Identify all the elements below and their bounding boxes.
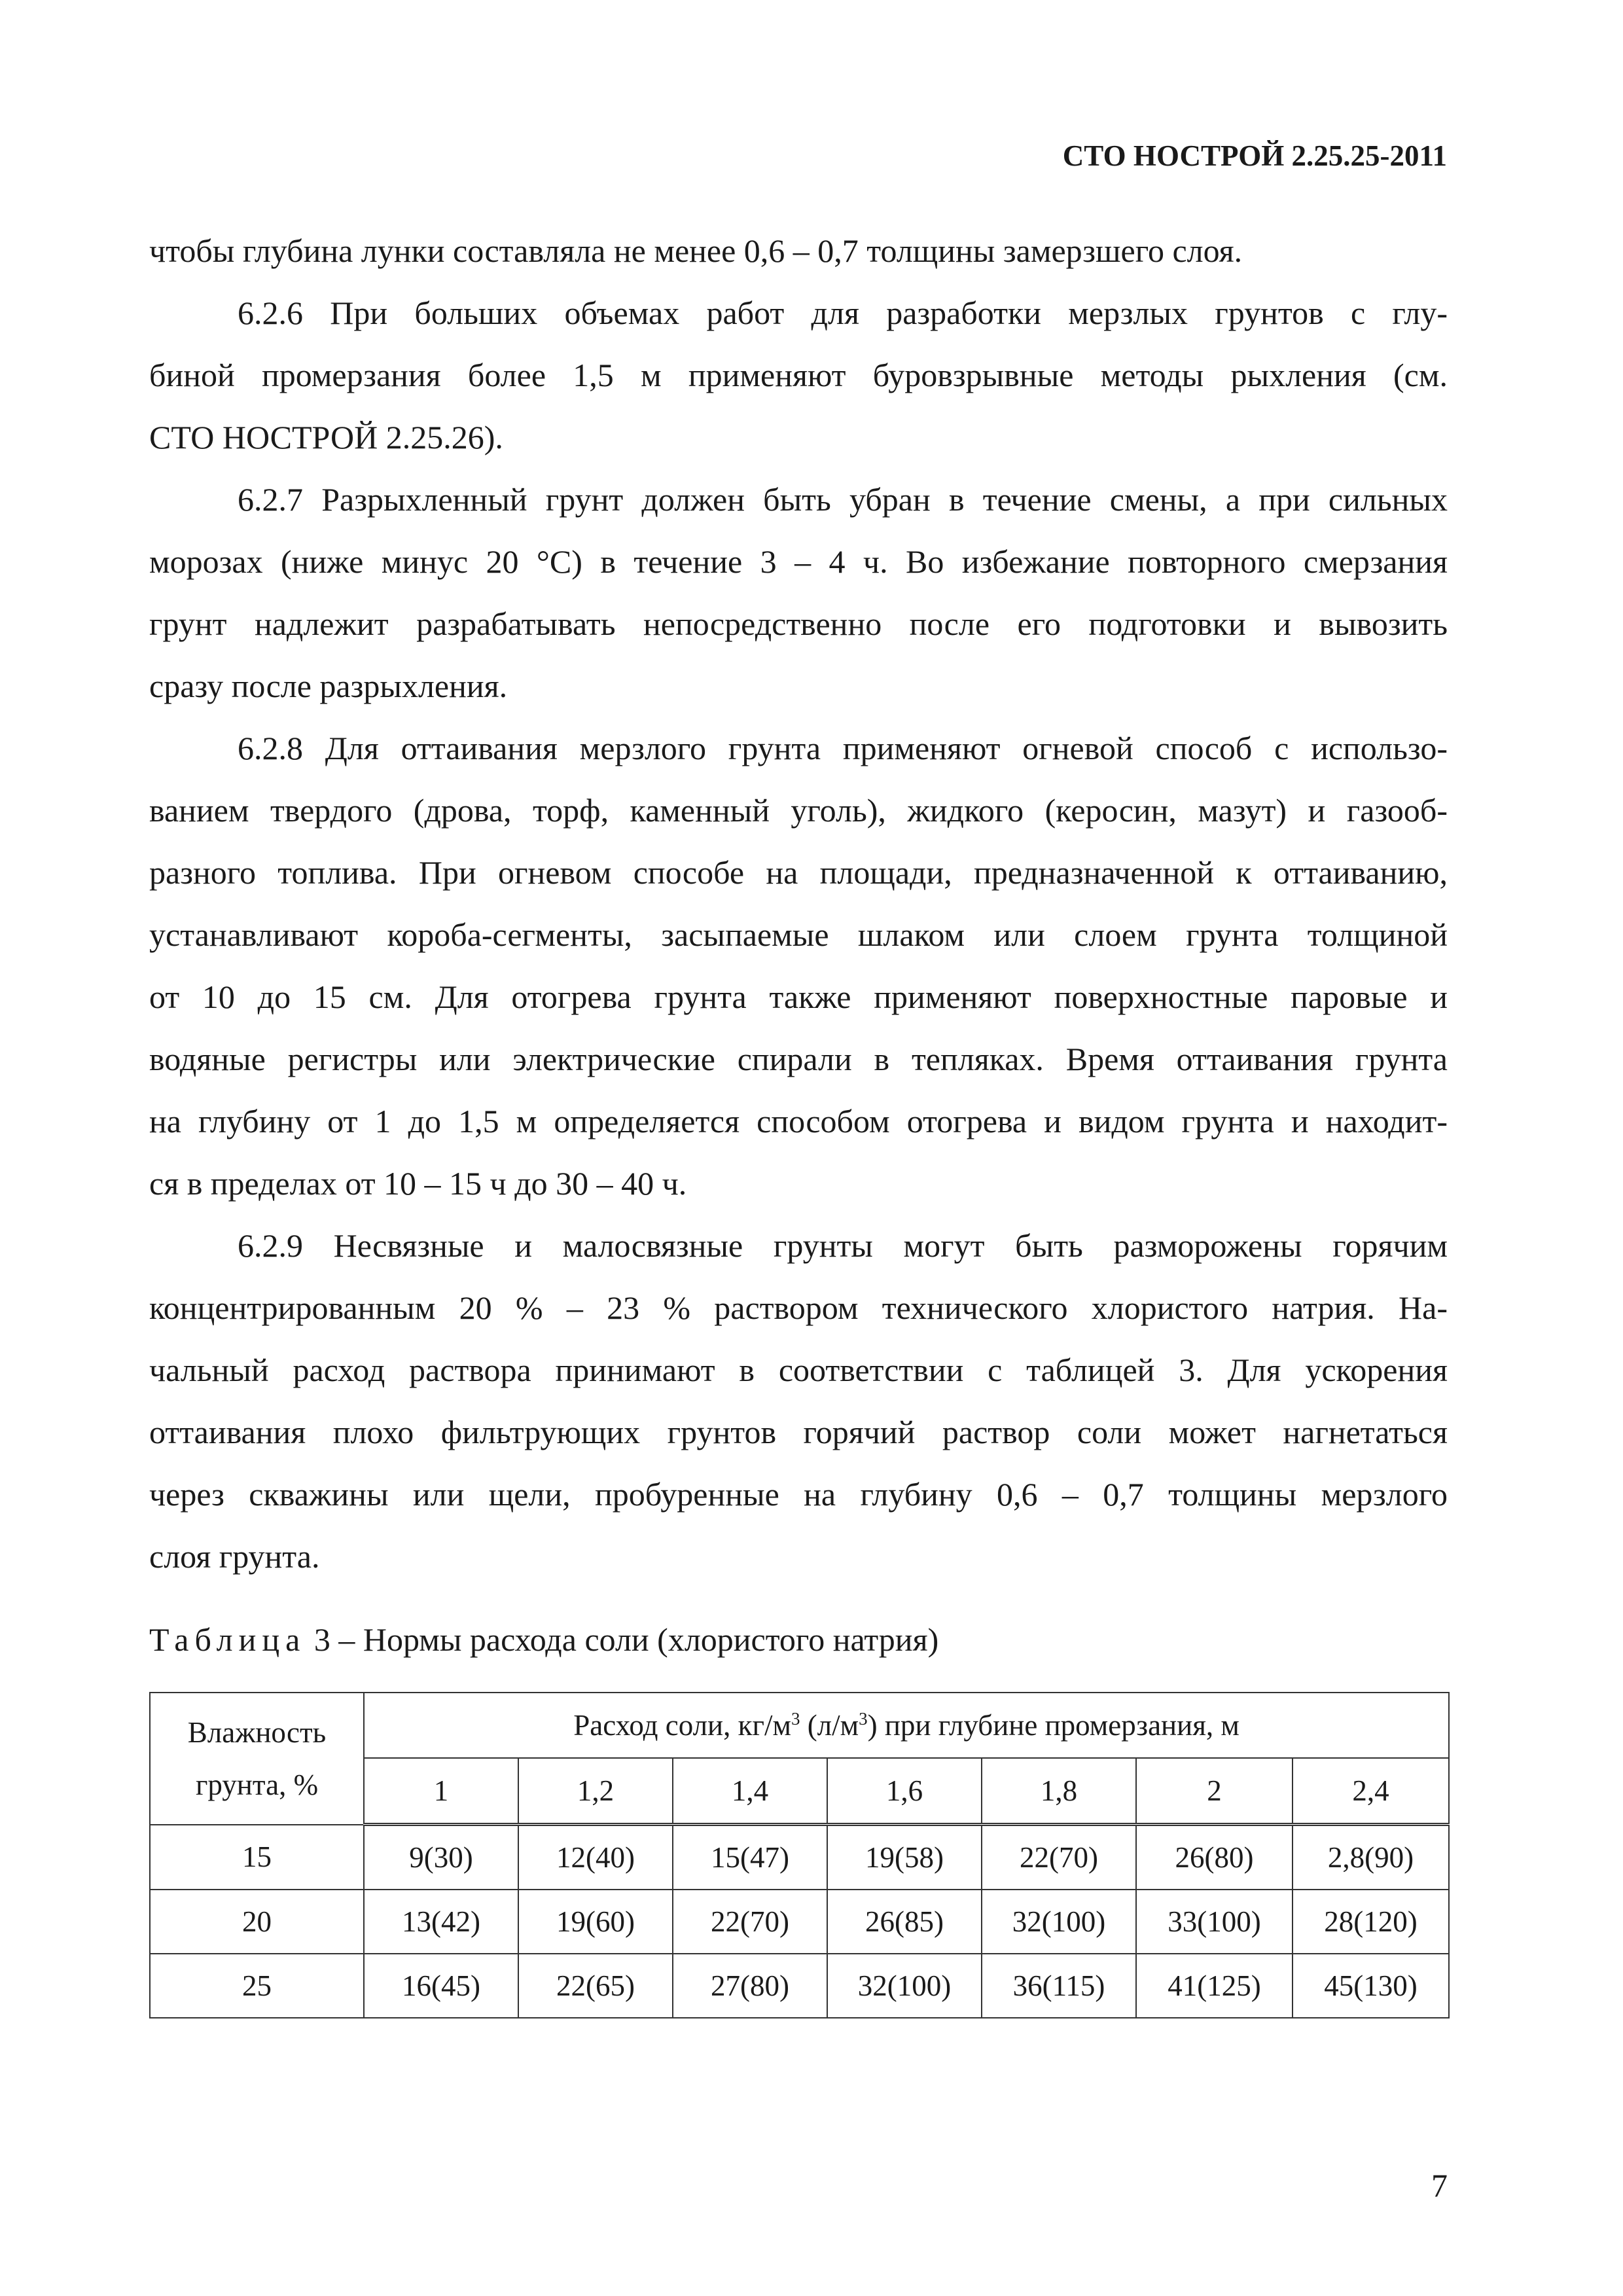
consumption-cell: 32(100) (982, 1890, 1136, 1954)
consumption-cell: 2,8(90) (1293, 1825, 1449, 1890)
text-line: морозах (ниже минус 20 °С) в течение 3 – 4 ч. Во избежание повторного смерзания (149, 543, 1448, 580)
text-line: ся в пределах от 10 – 15 ч до 30 – 40 ч. (149, 1165, 687, 1202)
consumption-cell: 26(85) (827, 1890, 982, 1954)
text-line: 6.2.7 Разрыхленный грунт должен быть убран в течение смены, а при сильных (238, 481, 1448, 518)
consumption-cell: 27(80) (673, 1954, 827, 2018)
moisture-header (150, 1693, 364, 1825)
document-code: СТО НОСТРОЙ 2.25.25-2011 (1062, 139, 1447, 172)
table-row (150, 1825, 1449, 1890)
group-header-part-c: ) при глубине промерзания, м (867, 1709, 1240, 1742)
depth-header-cell: 1,2 (518, 1758, 673, 1825)
group-header-part-b: (л/м (800, 1709, 859, 1742)
consumption-cell: 36(115) (982, 1954, 1136, 2018)
group-header-sup: 3 (791, 1709, 800, 1729)
text-line: 6.2.8 Для оттаивания мерзлого грунта применяют огневой способ с использо- (238, 730, 1448, 766)
consumption-cell: 33(100) (1136, 1890, 1293, 1954)
group-header-part-a: Расход соли, кг/м (573, 1709, 791, 1742)
consumption-cell: 32(100) (827, 1954, 982, 2018)
depth-header-cell: 1 (364, 1758, 518, 1825)
depth-header-cell: 2,4 (1293, 1758, 1449, 1825)
consumption-cell: 22(70) (673, 1890, 827, 1954)
consumption-cell: 9(30) (364, 1825, 518, 1890)
text-line: сразу после разрыхления. (149, 668, 508, 704)
depth-header-cell: 1,8 (982, 1758, 1136, 1825)
text-line: слоя грунта. (149, 1538, 320, 1575)
consumption-cell: 22(70) (982, 1825, 1136, 1890)
page-number: 7 (1431, 2167, 1448, 2204)
text-line: разного топлива. При огневом способе на площади, предназначенной к оттаиванию, (149, 854, 1448, 891)
consumption-cell: 19(60) (518, 1890, 673, 1954)
moisture-cell: 25 (150, 1954, 364, 2018)
table-caption-word: Таблица (149, 1621, 306, 1658)
text-line: на глубину от 1 до 1,5 м определяется способом отогрева и видом грунта и находит- (149, 1103, 1448, 1139)
body-text (149, 220, 1448, 1588)
text-line: чальный расход раствора принимают в соответствии с таблицей 3. Для ускорения (149, 1352, 1448, 1388)
table-caption (149, 1609, 938, 1671)
text-line: водяные регистры или электрические спирали в тепляках. Время оттаивания грунта (149, 1041, 1448, 1077)
table-row (150, 1890, 1449, 1954)
moisture-cell: 15 (150, 1825, 364, 1890)
text-line: от 10 до 15 см. Для отогрева грунта также применяют поверхностные паровые и (149, 978, 1448, 1015)
consumption-cell: 41(125) (1136, 1954, 1293, 2018)
moisture-cell: 20 (150, 1890, 364, 1954)
depth-header-cell: 1,6 (827, 1758, 982, 1825)
text-line: 6.2.6 При больших объемах работ для разработки мерзлых грунтов с глу- (238, 295, 1448, 331)
text-line: устанавливают короба-сегменты, засыпаемые шлаком или слоем грунта толщиной (149, 916, 1448, 953)
text-line: СТО НОСТРОЙ 2.25.26). (149, 419, 503, 456)
text-line: через скважины или щели, пробуренные на глубину 0,6 – 0,7 толщины мерзлого (149, 1476, 1448, 1513)
moisture-header-line1: Влажность (187, 1715, 327, 1749)
consumption-group-header (364, 1693, 1449, 1758)
text-line: ванием твердого (дрова, торф, каменный уголь), жидкого (керосин, мазут) и газооб- (149, 792, 1448, 829)
table-row (150, 1954, 1449, 2018)
consumption-cell: 19(58) (827, 1825, 982, 1890)
text-line: чтобы глубина лунки составляла не менее 0,6 – 0,7 толщины замерзшего слоя. (149, 232, 1243, 269)
table-caption-title: 3 – Нормы расхода соли (хлористого натрия) (306, 1621, 939, 1658)
text-line: концентрированным 20 % – 23 % раствором технического хлористого натрия. На- (149, 1289, 1448, 1326)
consumption-cell: 16(45) (364, 1954, 518, 2018)
consumption-cell: 22(65) (518, 1954, 673, 2018)
consumption-cell: 15(47) (673, 1825, 827, 1890)
group-header-sup: 3 (859, 1709, 868, 1729)
depth-header-cell: 2 (1136, 1758, 1293, 1825)
consumption-cell: 12(40) (518, 1825, 673, 1890)
moisture-header-line2: грунта, % (195, 1768, 319, 1801)
consumption-cell: 28(120) (1293, 1890, 1449, 1954)
text-line: 6.2.9 Несвязные и малосвязные грунты могут быть разморожены горячим (238, 1227, 1448, 1264)
text-line: биной промерзания более 1,5 м применяют буровзрывные методы рыхления (см. (149, 357, 1448, 393)
consumption-cell: 26(80) (1136, 1825, 1293, 1890)
depth-header-cell: 1,4 (673, 1758, 827, 1825)
consumption-cell: 45(130) (1293, 1954, 1449, 2018)
consumption-cell: 13(42) (364, 1890, 518, 1954)
salt-consumption-table (149, 1692, 1450, 2018)
text-line: оттаивания плохо фильтрующих грунтов горячий раствор соли может нагнетаться (149, 1414, 1448, 1450)
text-line: грунт надлежит разрабатывать непосредственно после его подготовки и вывозить (149, 605, 1448, 642)
